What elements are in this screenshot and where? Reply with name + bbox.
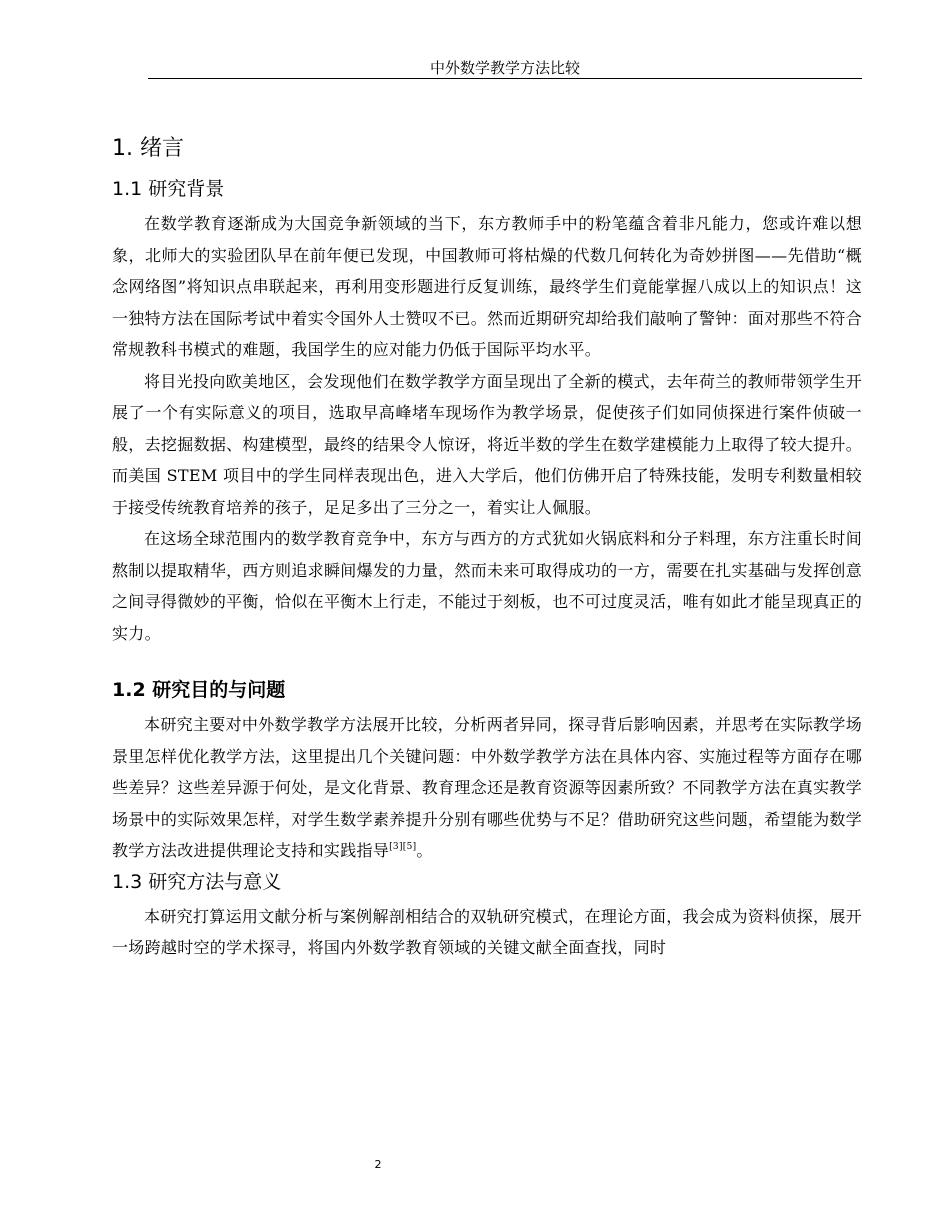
paragraph: 将目光投向欧美地区，会发现他们在数学教学方面呈现出了全新的模式，去年荷兰的教师带领学生开展了一个有实际意义的项目，选取早高峰堵车现场作为教学场景，促使孩子们如同侦探进行案件侦破一般，去挖掘数据、构建模型，最终的结果令人惊讶，将近半数的学生在数学建模能力上取得了较大提升。而美国 STEM 项目中的学生同样表现出色，进入大学后，他们仿佛开启了特殊技能，发明专利数量相较于接受传统教育培养的孩子，足足多出了三分之一，着实让人佩服。 [112,371,862,517]
page-number: 2 [374,1158,382,1171]
paragraph [112,709,862,867]
running-header: 中外数学教学方法比较 [148,58,862,79]
citation-ref: [3][5] [389,842,417,852]
section-heading-1-2: 1.2 研究目的与问题 [112,679,286,701]
chapter-heading: 1. 绪言 [112,136,184,161]
paragraph-text: 本研究主要对中外数学教学方法展开比较，分析两者异同，探寻背后影响因素，并思考在实际教学场景里怎样优化教学方法，这里提出几个关键问题：中外数学教学方法在具体内容、实施过程等方面存在哪些差异？这些差异源于何处，是文化背景、教育理念还是教育资源等因素所致？不同教学方法在真实教学场景中的实际效果怎样，对学生数学素养提升分别有哪些优势与不足？借助研究这些问题，希望能为数学教学方法改进提供理论支持和实践指导 [112,715,862,860]
section-heading-1-1: 1.1 研究背景 [112,178,225,200]
paragraph: 在数学教育逐渐成为大国竞争新领域的当下，东方教师手中的粉笔蕴含着非凡能力，您或许难以想象，北师大的实验团队早在前年便已发现，中国教师可将枯燥的代数几何转化为奇妙拼图——先借助“概念网络图”将知识点串联起来，再利用变形题进行反复训练，最终学生们竟能掌握八成以上的知识点！这一独特方法在国际考试中着实令国外人士赞叹不已。然而近期研究却给我们敲响了警钟：面对那些不符合常规教科书模式的难题，我国学生的应对能力仍低于国际平均水平。 [112,214,862,359]
section-heading-1-3: 1.3 研究方法与意义 [112,870,282,893]
document-body [112,132,862,964]
paragraph: 本研究打算运用文献分析与案例解剖相结合的双轨研究模式，在理论方面，我会成为资料侦探，展开一场跨越时空的学术探寻，将国内外数学教育领域的关键文献全面查找，同时 [112,906,862,957]
paragraph: 在这场全球范围内的数学教育竞争中，东方与西方的方式犹如火锅底料和分子料理，东方注重长时间熬制以提取精华，西方则追求瞬间爆发的力量，然而未来可取得成功的一方，需要在扎实基础与发挥创意之间寻得微妙的平衡，恰似在平衡木上行走，不能过于刻板，也不可过度灵活，唯有如此才能呈现真正的实力。 [112,529,862,643]
paragraph-ending: 。 [416,841,433,860]
